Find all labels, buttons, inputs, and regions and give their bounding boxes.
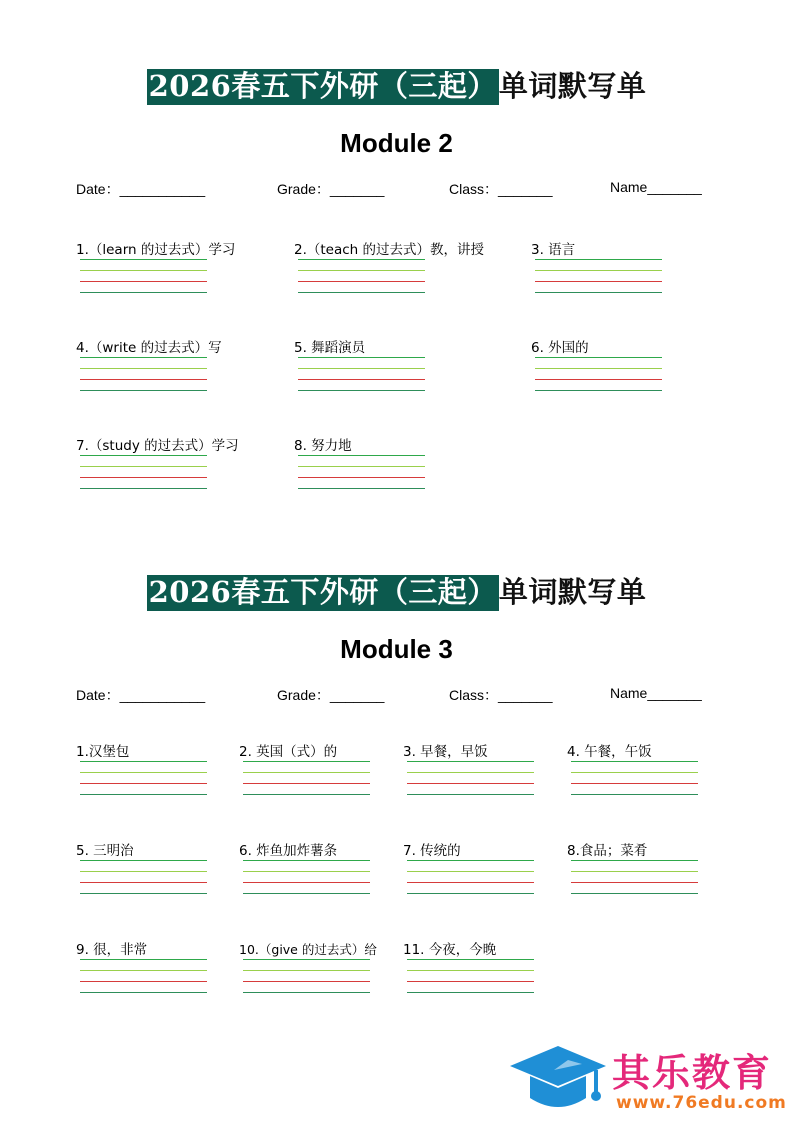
module-heading: Module 2 [340, 128, 453, 158]
word-prompt: 7. 传统的 [403, 843, 461, 859]
word-prompt: 5. 舞蹈演员 [294, 340, 366, 356]
writing-lines[interactable] [407, 860, 534, 894]
date-field: Date：___________ [76, 181, 206, 197]
word-prompt: 1.（learn 的过去式）学习 [76, 242, 236, 258]
date-field: Date：___________ [76, 687, 206, 703]
writing-lines[interactable] [571, 860, 698, 894]
word-item [531, 241, 741, 259]
word-prompt: 4. 午餐，午饭 [567, 744, 652, 760]
word-prompt: 4.（write 的过去式）写 [76, 340, 222, 356]
word-item [294, 437, 504, 455]
page-title [0, 64, 793, 105]
class-field: Class：_______ [449, 181, 553, 197]
word-prompt: 9. 很，非常 [76, 942, 148, 958]
page-title [0, 570, 793, 611]
word-prompt: 6. 外国的 [531, 340, 589, 356]
writing-lines[interactable] [243, 761, 370, 795]
writing-lines[interactable] [535, 259, 662, 293]
word-prompt: 7.（study 的过去式）学习 [76, 438, 239, 454]
word-prompt: 8. 努力地 [294, 438, 352, 454]
writing-lines[interactable] [407, 959, 534, 993]
writing-lines[interactable] [571, 761, 698, 795]
writing-lines[interactable] [80, 860, 207, 894]
writing-lines[interactable] [535, 357, 662, 391]
title-highlight: 2026春五下外研（三起） [148, 69, 497, 103]
word-item [531, 339, 741, 357]
graduation-cap-icon [508, 1040, 608, 1120]
writing-lines[interactable] [407, 761, 534, 795]
brand-logo [508, 1036, 793, 1122]
title-rest: 单词默写单 [498, 575, 647, 609]
word-item [76, 339, 286, 357]
word-prompt: 10.（give 的过去式）给 [239, 942, 377, 957]
word-prompt: 1.汉堡包 [76, 744, 130, 760]
word-prompt: 3. 早餐，早饭 [403, 744, 488, 760]
word-item [76, 437, 286, 455]
name-field: Name_______ [610, 179, 702, 195]
writing-lines[interactable] [298, 455, 425, 489]
class-field: Class：_______ [449, 687, 553, 703]
word-item [567, 743, 777, 761]
word-prompt: 3. 语言 [531, 242, 576, 258]
brand-url[interactable]: www.76edu.com [616, 1093, 787, 1113]
grade-field: Grade：_______ [277, 687, 385, 703]
writing-lines[interactable] [243, 860, 370, 894]
word-prompt: 2.（teach 的过去式）教，讲授 [294, 242, 485, 258]
writing-lines[interactable] [243, 959, 370, 993]
word-item [294, 339, 504, 357]
word-prompt: 2. 英国（式）的 [239, 744, 338, 760]
writing-lines[interactable] [298, 259, 425, 293]
writing-lines[interactable] [80, 259, 207, 293]
title-rest: 单词默写单 [498, 69, 647, 103]
brand-name: 其乐教育 [612, 1051, 773, 1095]
word-prompt: 5. 三明治 [76, 843, 134, 859]
word-prompt: 8.食品；菜肴 [567, 843, 648, 859]
word-item [294, 241, 504, 259]
word-item [76, 241, 286, 259]
writing-lines[interactable] [80, 761, 207, 795]
word-item [567, 842, 777, 860]
module-heading: Module 3 [340, 634, 453, 664]
writing-lines[interactable] [298, 357, 425, 391]
word-prompt: 6. 炸鱼加炸薯条 [239, 843, 338, 859]
grade-field: Grade：_______ [277, 181, 385, 197]
word-prompt: 11. 今夜，今晚 [403, 942, 497, 958]
writing-lines[interactable] [80, 959, 207, 993]
writing-lines[interactable] [80, 357, 207, 391]
word-item [403, 941, 613, 959]
title-highlight: 2026春五下外研（三起） [148, 575, 497, 609]
writing-lines[interactable] [80, 455, 207, 489]
name-field: Name_______ [610, 685, 702, 701]
